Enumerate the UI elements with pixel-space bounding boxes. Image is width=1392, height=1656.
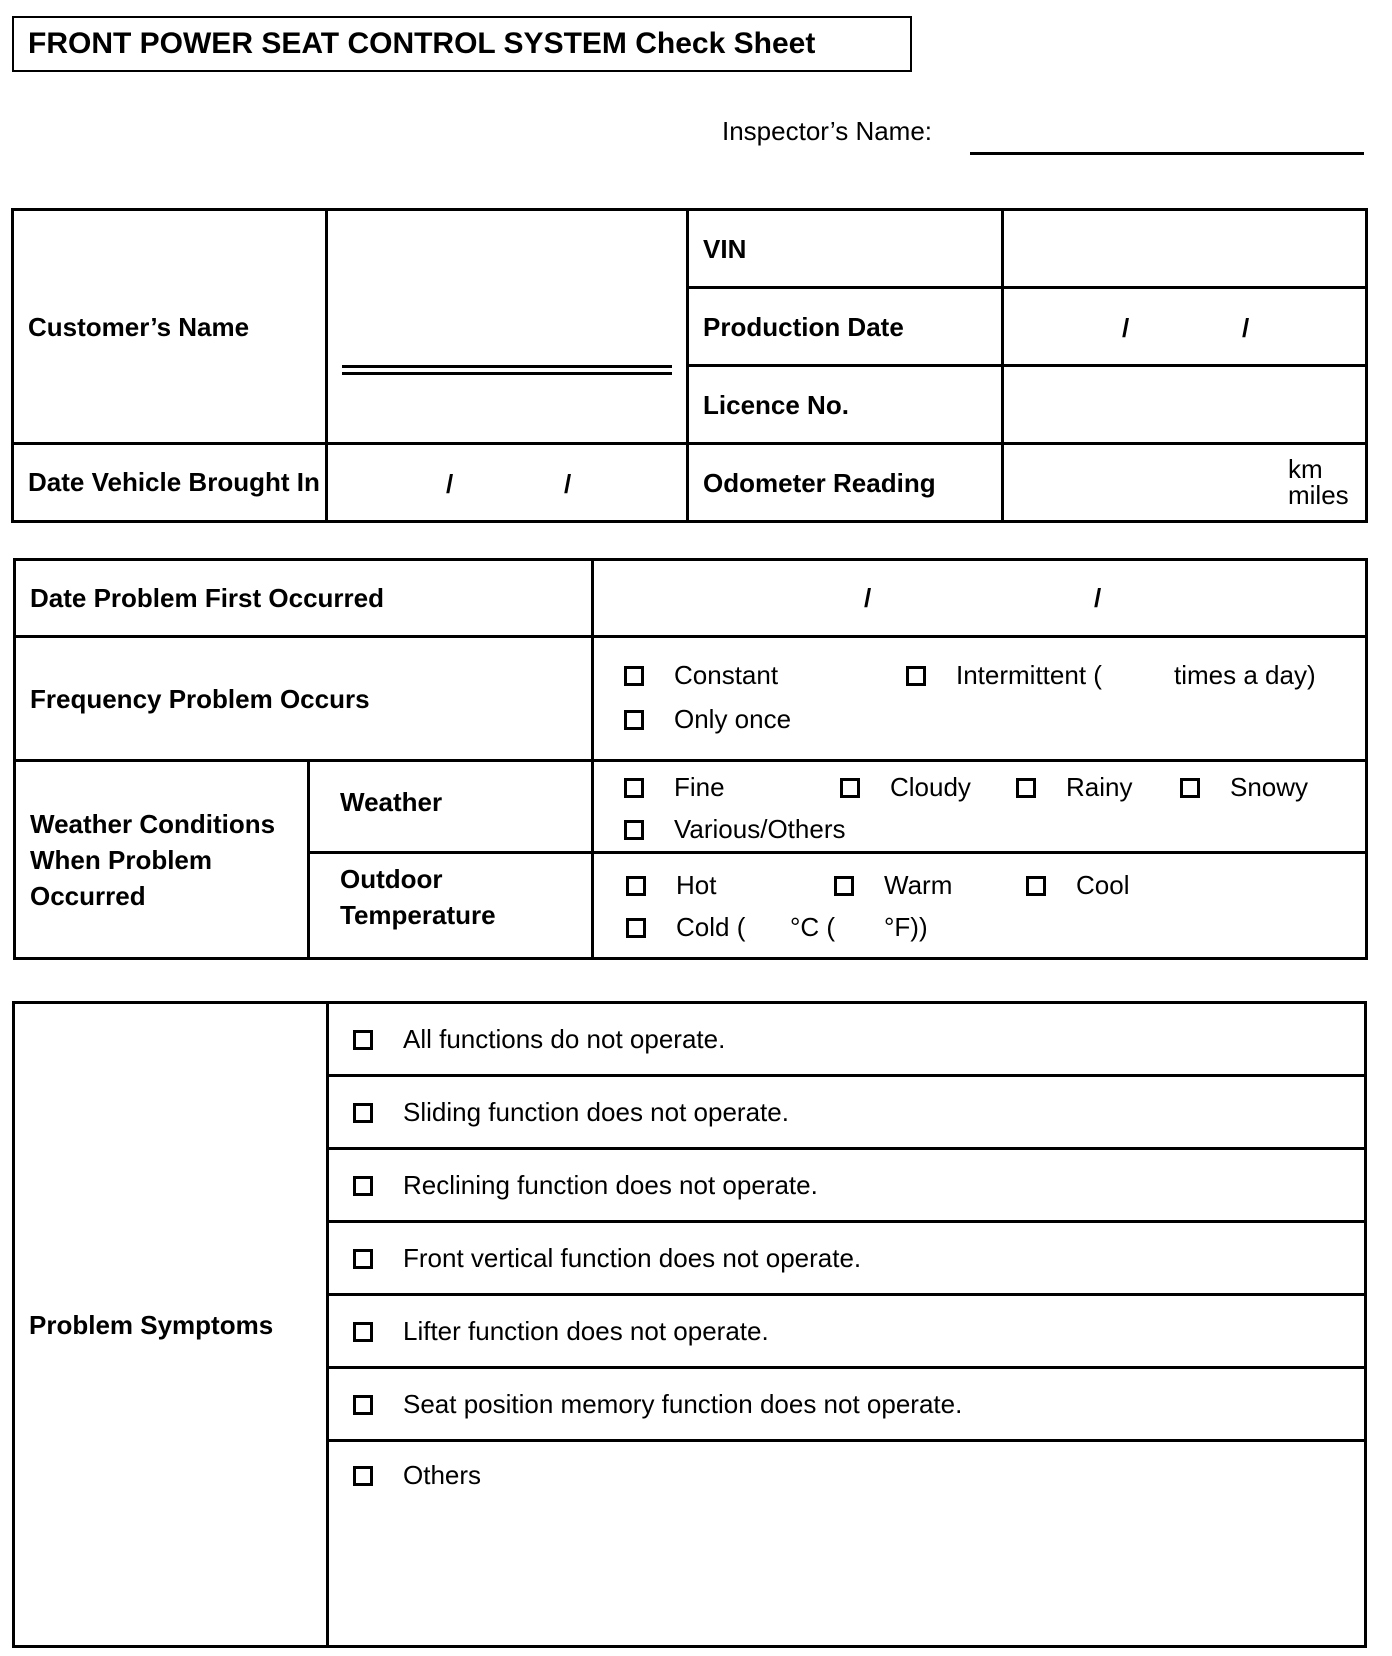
option-cold[interactable] bbox=[626, 912, 745, 943]
licence-label: Licence No. bbox=[703, 389, 849, 420]
unit-km: km bbox=[1288, 454, 1323, 484]
symptom-item[interactable] bbox=[353, 1170, 818, 1201]
checkbox-icon[interactable] bbox=[834, 876, 854, 896]
inspector-name-label: Inspector’s Name: bbox=[722, 116, 933, 146]
option-label: Intermittent ( bbox=[956, 660, 1102, 690]
option-various[interactable] bbox=[624, 814, 845, 845]
option-label: Snowy bbox=[1230, 772, 1309, 802]
option-label: Cool bbox=[1076, 870, 1130, 900]
customer-name-double-line bbox=[342, 365, 672, 375]
weather-conditions-label: Weather Conditions When Problem Occurred bbox=[30, 808, 276, 911]
checkbox-icon[interactable] bbox=[353, 1103, 373, 1123]
symptom-item[interactable] bbox=[353, 1243, 861, 1274]
option-warm[interactable] bbox=[834, 870, 952, 901]
date-separator: / bbox=[564, 469, 572, 499]
option-snowy[interactable] bbox=[1180, 772, 1308, 803]
symptom-label: Lifter function does not operate. bbox=[403, 1316, 769, 1346]
customer-name-field[interactable] bbox=[327, 210, 688, 444]
option-label: Cold ( bbox=[676, 912, 746, 942]
sheet-title: FRONT POWER SEAT CONTROL SYSTEM Check Sheet bbox=[12, 16, 912, 72]
checkbox-icon[interactable] bbox=[626, 918, 646, 938]
checkbox-icon[interactable] bbox=[624, 820, 644, 840]
option-constant[interactable] bbox=[624, 660, 778, 691]
checkbox-icon[interactable] bbox=[1016, 778, 1036, 798]
odometer-field[interactable] bbox=[1003, 444, 1367, 522]
option-hot[interactable] bbox=[626, 870, 716, 901]
celsius-label: °C ( bbox=[790, 912, 836, 942]
weather-options bbox=[593, 761, 1367, 853]
option-cloudy[interactable] bbox=[840, 772, 971, 803]
vehicle-info-table bbox=[11, 208, 1368, 523]
checkbox-icon[interactable] bbox=[353, 1030, 373, 1050]
option-label: Only once bbox=[674, 704, 792, 734]
symptom-label: Others bbox=[403, 1460, 482, 1490]
checkbox-icon[interactable] bbox=[1180, 778, 1200, 798]
inspector-name-field[interactable] bbox=[970, 152, 1364, 155]
frequency-label: Frequency Problem Occurs bbox=[30, 683, 370, 714]
symptom-item[interactable] bbox=[353, 1024, 725, 1055]
frequency-options bbox=[593, 637, 1367, 761]
customer-name-label: Customer’s Name bbox=[28, 311, 250, 342]
fahrenheit-label: °F)) bbox=[884, 912, 928, 942]
temperature-options bbox=[593, 853, 1367, 959]
date-first-occurred-field[interactable] bbox=[593, 560, 1367, 637]
problem-symptoms-label: Problem Symptoms bbox=[29, 1309, 274, 1340]
date-separator: / bbox=[1122, 313, 1130, 343]
odometer-label: Odometer Reading bbox=[703, 467, 936, 498]
date-separator: / bbox=[864, 583, 872, 613]
times-a-day-label: times a day) bbox=[1174, 660, 1316, 690]
outdoor-temperature-label: Outdoor Temperature bbox=[340, 863, 496, 930]
date-separator: / bbox=[1242, 313, 1250, 343]
checkbox-icon[interactable] bbox=[353, 1395, 373, 1415]
production-date-label: Production Date bbox=[703, 311, 904, 342]
symptom-item[interactable] bbox=[353, 1097, 789, 1128]
symptom-label: Seat position memory function does not operate. bbox=[403, 1389, 963, 1419]
symptom-item-others[interactable] bbox=[353, 1460, 481, 1491]
checkbox-icon[interactable] bbox=[624, 710, 644, 730]
symptom-label: Reclining function does not operate. bbox=[403, 1170, 818, 1200]
checkbox-icon[interactable] bbox=[353, 1466, 373, 1486]
date-separator: / bbox=[1094, 583, 1102, 613]
date-first-occurred-label: Date Problem First Occurred bbox=[30, 583, 384, 613]
vin-label: VIN bbox=[703, 233, 747, 264]
checkbox-icon[interactable] bbox=[624, 666, 644, 686]
option-label: Rainy bbox=[1066, 772, 1133, 802]
symptom-item[interactable] bbox=[353, 1389, 962, 1420]
checkbox-icon[interactable] bbox=[840, 778, 860, 798]
option-label: Fine bbox=[674, 772, 725, 802]
symptom-label: Sliding function does not operate. bbox=[403, 1097, 789, 1127]
option-rainy[interactable] bbox=[1016, 772, 1132, 803]
checkbox-icon[interactable] bbox=[353, 1249, 373, 1269]
unit-miles: miles bbox=[1288, 480, 1349, 510]
date-separator: / bbox=[446, 469, 454, 499]
option-only-once[interactable] bbox=[624, 704, 791, 735]
checkbox-icon[interactable] bbox=[1026, 876, 1046, 896]
option-fine[interactable] bbox=[624, 772, 725, 803]
checkbox-icon[interactable] bbox=[624, 778, 644, 798]
option-label: Cloudy bbox=[890, 772, 971, 802]
customer-name-label-cell bbox=[13, 210, 327, 444]
symptom-label: All functions do not operate. bbox=[403, 1024, 726, 1054]
production-date-field[interactable] bbox=[1003, 288, 1367, 366]
option-label: Various/Others bbox=[674, 814, 846, 844]
symptom-item[interactable] bbox=[353, 1316, 769, 1347]
checkbox-icon[interactable] bbox=[353, 1322, 373, 1342]
checkbox-icon[interactable] bbox=[353, 1176, 373, 1196]
option-cool[interactable] bbox=[1026, 870, 1129, 901]
option-label: Warm bbox=[884, 870, 953, 900]
vin-field[interactable] bbox=[1003, 210, 1367, 288]
date-brought-label: Date Vehicle Brought In bbox=[28, 467, 320, 497]
checkbox-icon[interactable] bbox=[906, 666, 926, 686]
checkbox-icon[interactable] bbox=[626, 876, 646, 896]
symptom-label: Front vertical function does not operate. bbox=[403, 1243, 862, 1273]
licence-field[interactable] bbox=[1003, 366, 1367, 444]
date-brought-field[interactable] bbox=[327, 444, 688, 522]
option-label: Hot bbox=[676, 870, 717, 900]
option-intermittent[interactable] bbox=[906, 660, 1102, 691]
option-label: Constant bbox=[674, 660, 779, 690]
weather-label: Weather bbox=[340, 786, 443, 817]
problem-symptoms-table bbox=[12, 1001, 1367, 1648]
occurrence-table bbox=[13, 558, 1368, 960]
